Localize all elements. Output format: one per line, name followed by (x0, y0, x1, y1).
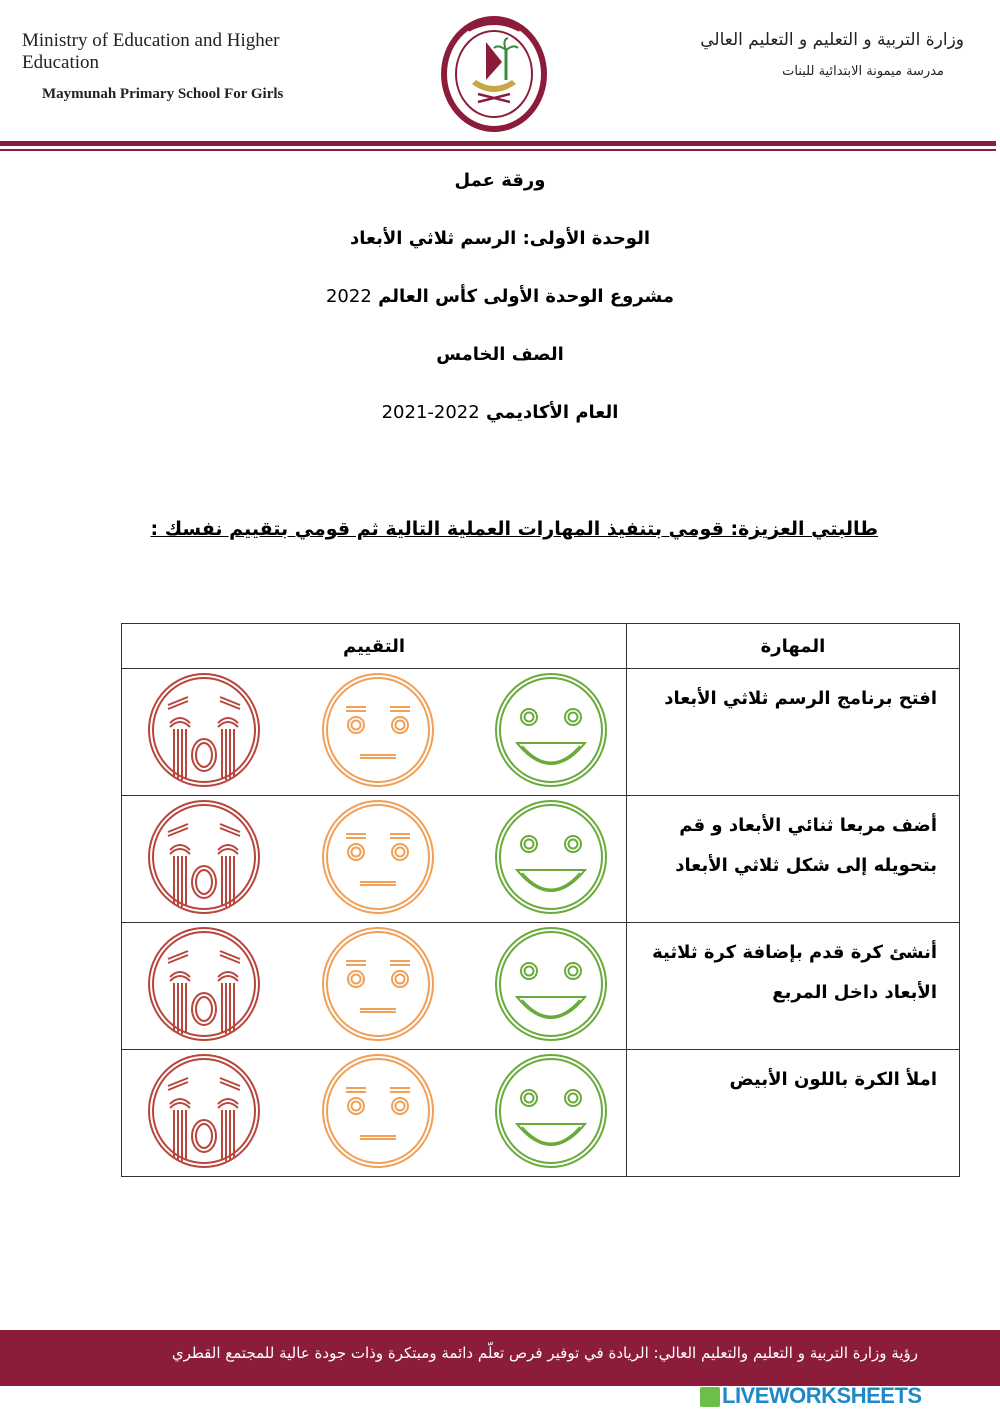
grade-title: الصف الخامس (436, 344, 564, 365)
unit-colon: : (516, 228, 530, 249)
header-skill: المهارة (627, 624, 960, 669)
skill-cell (627, 1050, 960, 1177)
table-row (122, 796, 960, 923)
ministry-name-ar: وزارة التربية و التعليم و التعليم العالي (700, 30, 964, 50)
project-name: مشروع الوحدة الأولى كأس العالم (378, 286, 675, 307)
happy-face-icon[interactable] (489, 1050, 614, 1176)
liveworksheets-brand[interactable] (700, 1383, 1000, 1409)
table-row (122, 923, 960, 1050)
unit-label: الوحدة الأولى (529, 228, 651, 249)
ministry-name-en: Ministry of Education and Higher Education (22, 30, 280, 73)
project-year: 2022 (325, 286, 372, 307)
rating-cell (122, 923, 627, 1050)
rating-options (122, 1050, 626, 1176)
liveworksheets-brand-text: LIVEWORKSHEETS (722, 1383, 922, 1408)
instruction-text: طالبتي العزيزة: قومي بتنفيذ المهارات العملية التالية ثم قومي بتقييم نفسك : (150, 518, 878, 540)
happy-face-icon[interactable] (489, 669, 614, 795)
skill-cell (627, 796, 960, 923)
happy-face-icon[interactable] (489, 923, 614, 1049)
liveworksheets-logo-icon (700, 1387, 720, 1407)
neutral-face-icon[interactable] (316, 1050, 441, 1176)
neutral-face-icon[interactable] (316, 669, 441, 795)
unit-name: الرسم ثلاثي الأبعاد (349, 228, 517, 249)
qatar-ministry-logo (438, 12, 550, 134)
table-row (122, 669, 960, 796)
school-name-en: Maymunah Primary School For Girls (42, 86, 284, 102)
rating-cell (122, 1050, 627, 1177)
header-rule-thin (0, 149, 996, 151)
header-rating: التقييم (122, 624, 627, 669)
skill-cell (627, 923, 960, 1050)
skill-text-line2: الأبعاد داخل المربع (772, 982, 937, 1003)
neutral-face-icon[interactable] (316, 796, 441, 922)
header-left (22, 30, 352, 103)
skill-text-line2: بتحويله إلى شكل ثلاثي الأبعاد (675, 855, 937, 876)
rating-cell (122, 796, 627, 923)
footer-vision: رؤية وزارة التربية و التعليم والتعليم العالي: الريادة في توفير فرص تعلّم دائمة ومبتكرة وذات جودة عالية للمجتمع القطري (171, 1344, 918, 1362)
table-row (122, 1050, 960, 1177)
school-name-ar: مدرسة ميمونة الابتدائية للبنات (782, 64, 944, 79)
crying-face-icon[interactable] (142, 1050, 267, 1176)
skill-text-line1: املأ الكرة باللون الأبيض (729, 1069, 937, 1090)
neutral-face-icon[interactable] (316, 923, 441, 1049)
skill-cell (627, 669, 960, 796)
skill-text-line1: افتح برنامج الرسم ثلاثي الأبعاد (664, 688, 937, 709)
footer-bar (0, 1330, 1000, 1386)
title-block (0, 168, 1000, 458)
table-header-row (122, 624, 960, 669)
unit-title (0, 226, 1000, 284)
academic-year-value: 2022-2021 (381, 402, 480, 423)
header-right (634, 30, 964, 79)
rating-cell (122, 669, 627, 796)
project-title (0, 284, 1000, 342)
header-rule-thick (0, 141, 996, 146)
rating-options (122, 669, 626, 795)
skills-rating-table (121, 623, 960, 1177)
crying-face-icon[interactable] (142, 669, 267, 795)
worksheet-title: ورقة عمل (454, 170, 546, 191)
skill-text-line1: أضف مربعا ثنائي الأبعاد و قم (679, 815, 937, 836)
crying-face-icon[interactable] (142, 796, 267, 922)
academic-year-label: العام الأكاديمي (486, 402, 619, 423)
happy-face-icon[interactable] (489, 796, 614, 922)
crying-face-icon[interactable] (142, 923, 267, 1049)
rating-options (122, 923, 626, 1049)
academic-year (0, 400, 1000, 458)
rating-options (122, 796, 626, 922)
skill-text-line1: أنشئ كرة قدم بإضافة كرة ثلاثية (652, 942, 937, 963)
